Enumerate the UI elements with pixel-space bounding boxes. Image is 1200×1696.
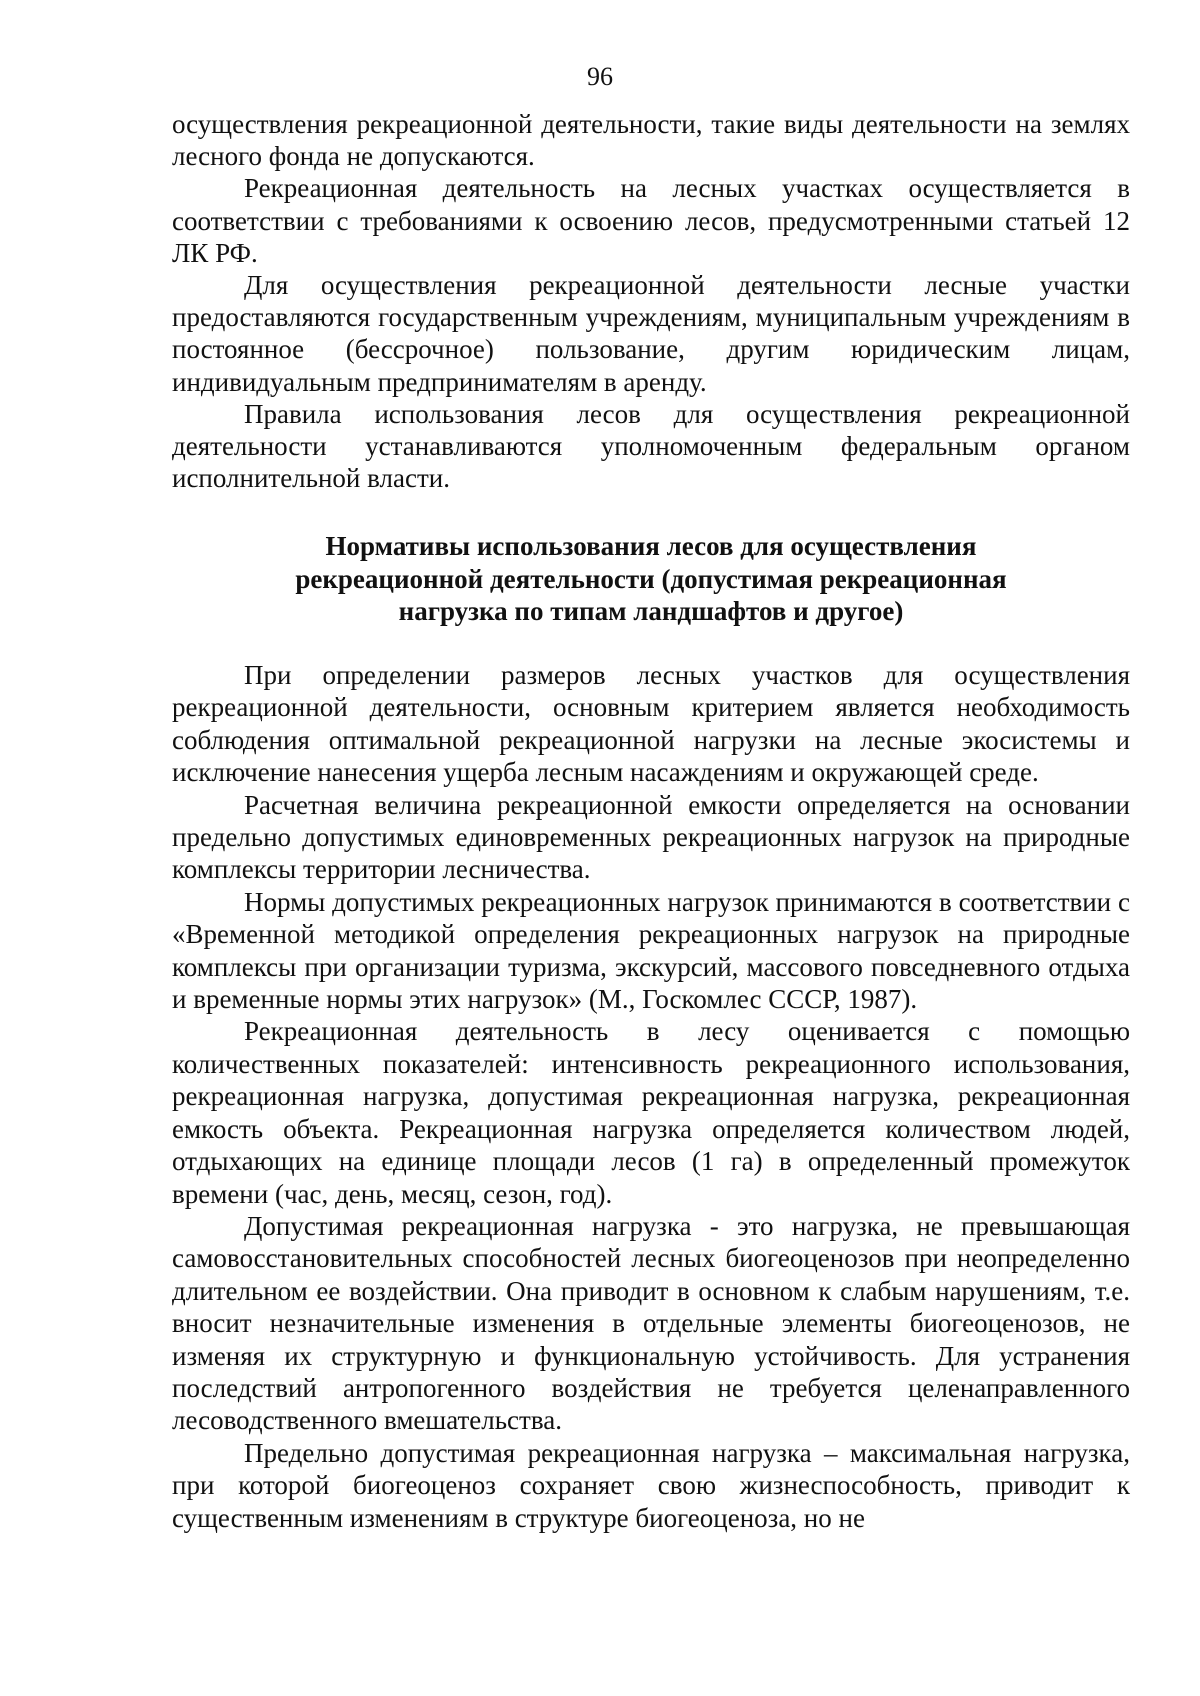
top-text-block	[172, 108, 1130, 494]
paragraph: Допустимая рекреационная нагрузка - это нагрузка, не превышающая самовосстановительных способностей лесных биогеоценозов при неопределенно длительном ее воздействии. Она приводит в основном к слабым нарушениям, т.е. вносит незначительные изменения в отдельные элементы биогеоценозов, не изменяя их структурную и функциональную устойчивость. Для устранения последствий антропогенного воздействия не требуется целенаправленного лесоводственного вмешательства.	[172, 1210, 1130, 1436]
paragraph: Предельно допустимая рекреационная нагрузка – максимальная нагрузка, при которой биогеоценоз сохраняет свою жизнеспособность, приводит к существенным изменениям в структуре биогеоценоза, но не	[172, 1437, 1130, 1533]
body-text-block	[172, 659, 1130, 1534]
paragraph: Для осуществления рекреационной деятельности лесные участки предоставляются государственным учреждениям, муниципальным учреждениям в постоянное (бессрочное) пользование, другим юридическим лицам, индивидуальным предпринимателям в аренду.	[172, 270, 1130, 397]
paragraph: Рекреационная деятельность в лесу оценивается с помощью количественных показателей: интенсивность рекреационного использования, рекреационная нагрузка, допустимая рекреационная нагрузка, рекреационная емкость объекта. Рекреационная нагрузка определяется количеством людей, отдыхающих на единице площади лесов (1 га) в определенный промежуток времени (час, день, месяц, сезон, год).	[172, 1016, 1130, 1209]
paragraph-continuation: осуществления рекреационной деятельности, такие виды деятельности на землях лесного фонда не допускаются.	[172, 109, 1130, 172]
heading-line: рекреационной деятельности (допустимая рекреационная	[295, 563, 1007, 594]
section-heading	[172, 530, 1130, 628]
paragraph: Расчетная величина рекреационной емкости определяется на основании предельно допустимых единовременных рекреационных нагрузок на природные комплексы территории лесничества.	[172, 789, 1130, 885]
heading-line: нагрузка по типам ландшафтов и другое)	[398, 596, 904, 626]
heading-line: Нормативы использования лесов для осуществления	[325, 531, 977, 561]
paragraph: Рекреационная деятельность на лесных участках осуществляется в соответствии с требованиями к освоению лесов, предусмотренными статьей 12 ЛК РФ.	[172, 173, 1130, 268]
paragraph: Нормы допустимых рекреационных нагрузок принимаются в соответствии с «Временной методикой определения рекреационных нагрузок на природные комплексы при организации туризма, экскурсий, массового повседневного отдыха и временные нормы этих нагрузок» (М., Госкомлес СССР, 1987).	[172, 886, 1130, 1015]
paragraph: При определении размеров лесных участков для осуществления рекреационной деятельности, основным критерием является необходимость соблюдения оптимальной рекреационной нагрузки на лесные экосистемы и исключение нанесения ущерба лесным насаждениям и окружающей среде.	[172, 660, 1130, 788]
paragraph: Правила использования лесов для осуществления рекреационной деятельности устанавливаются уполномоченным федеральным органом исполнительной власти.	[172, 398, 1130, 494]
page-number: 96	[587, 62, 613, 91]
